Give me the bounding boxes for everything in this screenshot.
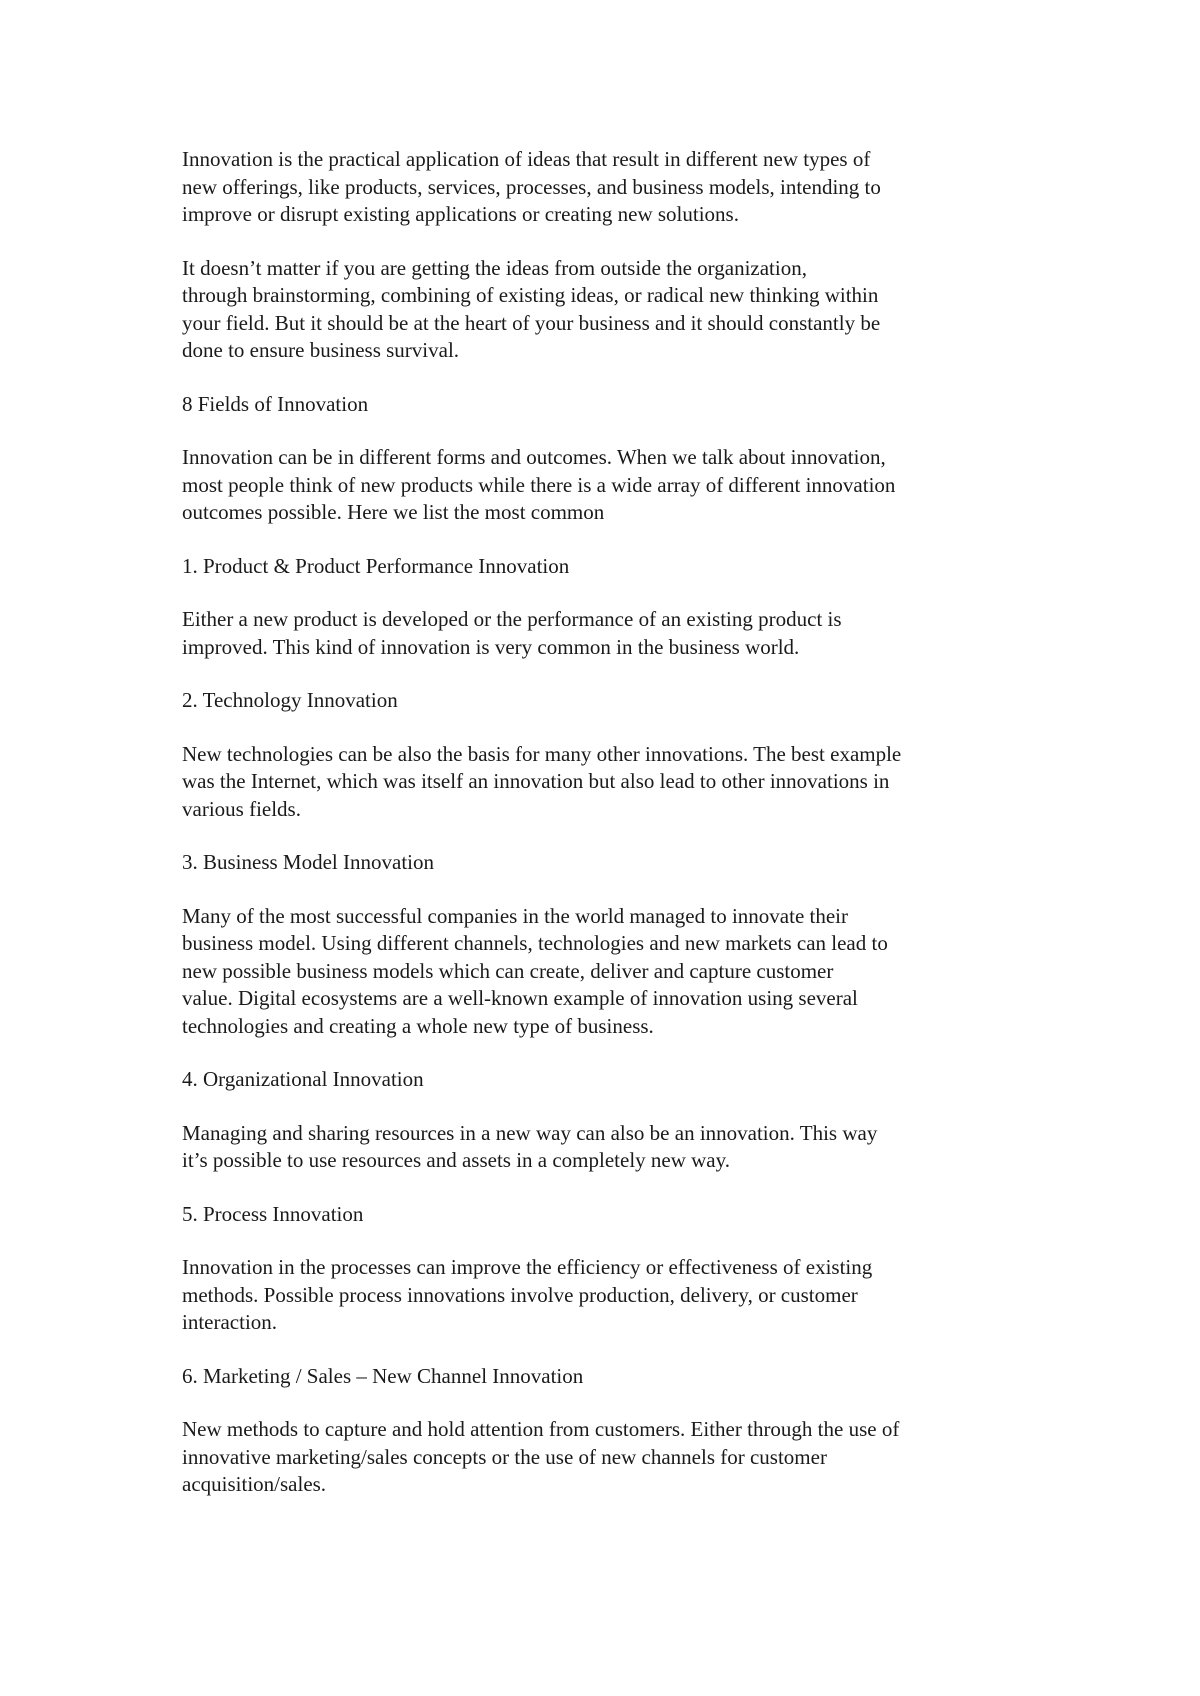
field-heading-process: 5. Process Innovation	[182, 1201, 364, 1226]
intro-paragraph: Innovation is the practical application of ideas that result in different new types of new offerings, like products, services, processes, and business models, intending to improve or disrupt existing applications or creating new solutions.	[182, 147, 881, 226]
fields-intro-paragraph: Innovation can be in different forms and outcomes. When we talk about innovation, most people think of new products while there is a wide array of different innovation outcomes possible. Here we list the most common	[182, 445, 896, 524]
field-heading-business-model: 3. Business Model Innovation	[182, 850, 434, 874]
idea-sources-paragraph: It doesn’t matter if you are getting the ideas from outside the organization, through brainstorming, combining of existing ideas, or radical new thinking within your field. But it should be at the heart of your business and it should constantly be done to ensure business survival.	[182, 255, 881, 362]
field-heading-organizational: 4. Organizational Innovation	[182, 1067, 424, 1091]
field-body-business-model: Many of the most successful companies in the world managed to innovate their business model. Using different channels, technologies and new markets can lead to new possible business models which can create, deliver and capture customer value. Digital ecosystems are a well-known example of innovation using several technologies and creating a whole new type of business.	[182, 903, 888, 1038]
field-body-product: Either a new product is developed or the performance of an existing product is improved. This kind of innovation is very common in the business world.	[182, 607, 842, 659]
field-body-organizational: Managing and sharing resources in a new way can also be an innovation. This way it’s possible to use resources and assets in a completely new way.	[182, 1120, 878, 1172]
field-heading-product: 1. Product & Product Performance Innovation	[182, 553, 570, 578]
section-heading: 8 Fields of Innovation	[182, 391, 369, 416]
field-body-marketing-sales: New methods to capture and hold attention from customers. Either through the use of innovative marketing/sales concepts or the use of new channels for customer acquisition/sales.	[182, 1417, 900, 1496]
field-body-process: Innovation in the processes can improve the efficiency or effectiveness of existing methods. Possible process innovations involve production, delivery, or customer interaction.	[182, 1255, 873, 1334]
field-heading-marketing-sales: 6. Marketing / Sales – New Channel Innovation	[182, 1363, 584, 1388]
document-body	[182, 146, 1022, 1525]
field-heading-technology: 2. Technology Innovation	[182, 688, 398, 712]
field-body-technology: New technologies can be also the basis for many other innovations. The best example was the Internet, which was itself an innovation but also lead to other innovations in various fields.	[182, 741, 902, 821]
